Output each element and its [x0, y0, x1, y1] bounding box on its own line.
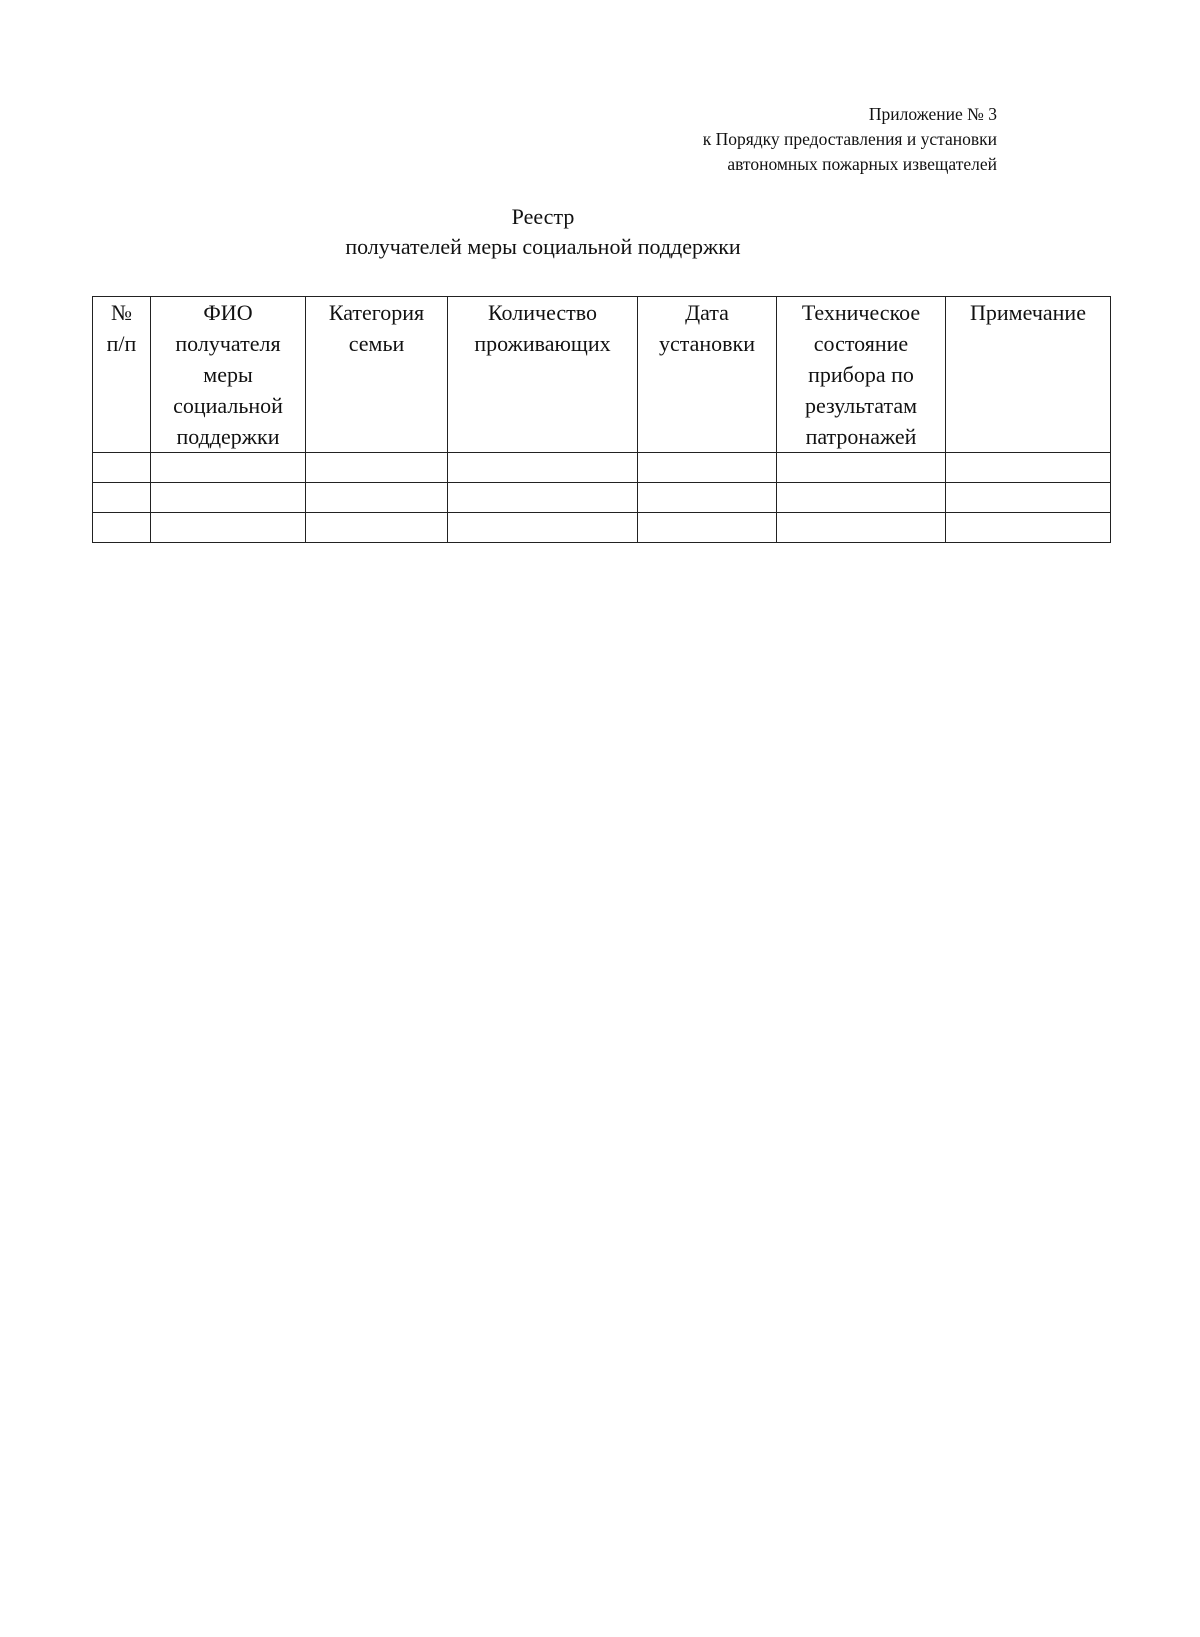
header-residents-count: Количество проживающих: [448, 297, 638, 453]
table-cell: [777, 453, 946, 483]
table-cell: [638, 513, 777, 543]
table-cell: [448, 513, 638, 543]
table-row: [93, 483, 1111, 513]
appendix-order-line: к Порядку предоставления и установки: [702, 129, 997, 149]
table-cell: [946, 483, 1111, 513]
appendix-detectors-line: автономных пожарных извещателей: [727, 154, 997, 174]
header-family-category: Категория семьи: [306, 297, 448, 453]
table-cell: [93, 453, 151, 483]
table-cell: [93, 513, 151, 543]
appendix-number: Приложение № 3: [868, 104, 997, 124]
title-registry: Реестр: [511, 204, 575, 229]
table-cell: [448, 453, 638, 483]
table-cell: [306, 513, 448, 543]
header-note: Примечание: [946, 297, 1111, 453]
table-cell: [151, 513, 306, 543]
table-cell: [151, 483, 306, 513]
table-cell: [638, 483, 777, 513]
table-row: [93, 453, 1111, 483]
table-cell: [777, 513, 946, 543]
registry-table: [92, 296, 1111, 543]
document-title: [0, 202, 1086, 262]
table-cell: [306, 453, 448, 483]
table-cell: [151, 453, 306, 483]
table-cell: [638, 453, 777, 483]
table-cell: [93, 483, 151, 513]
table-cell: [306, 483, 448, 513]
table-header-row: [93, 297, 1111, 453]
header-full-name: ФИО получателя меры социальной поддержки: [151, 297, 306, 453]
header-technical-state: Техническое состояние прибора по результатам патронажей: [777, 297, 946, 453]
table-cell: [777, 483, 946, 513]
table-row: [93, 513, 1111, 543]
title-recipients: получателей меры социальной поддержки: [345, 234, 741, 259]
table-cell: [448, 483, 638, 513]
table-cell: [946, 513, 1111, 543]
header-number: № п/п: [93, 297, 151, 453]
appendix-reference: [703, 102, 997, 177]
header-install-date: Дата установки: [638, 297, 777, 453]
table-cell: [946, 453, 1111, 483]
